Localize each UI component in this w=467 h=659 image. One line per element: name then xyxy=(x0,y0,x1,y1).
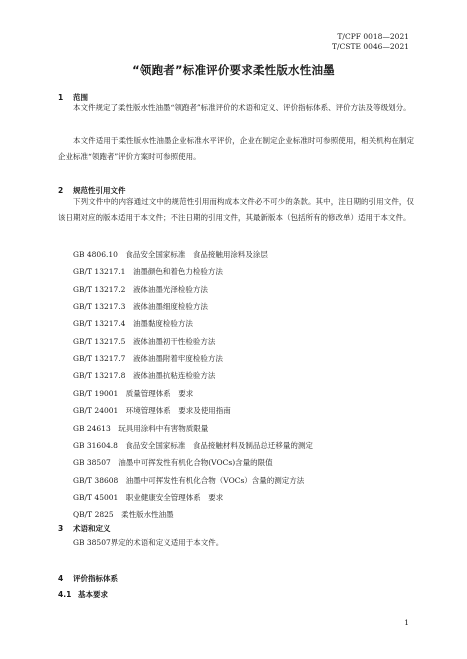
reference-code: GB 38507 xyxy=(73,458,111,468)
reference-code: GB/T 13217.7 xyxy=(73,354,126,364)
standard-codes xyxy=(332,32,409,52)
reference-title: 油墨黏度检验方法 xyxy=(132,319,193,329)
standard-code-cpf: T/CPF 0018—2021 xyxy=(337,32,409,41)
reference-item xyxy=(73,266,223,277)
reference-title: 液体油墨抗粘连检验方法 xyxy=(132,371,216,381)
section-number: 4.1 xyxy=(58,590,72,599)
section-title: 术语和定义 xyxy=(73,524,111,533)
standard-code-cste: T/CSTE 0046—2021 xyxy=(332,42,409,51)
section-3-paragraph-1: GB 38507界定的术语和定义适用于本文件。 xyxy=(73,538,224,547)
reference-code: GB 4806.10 xyxy=(73,250,118,259)
reference-item xyxy=(73,388,193,399)
document-title: “领跑者”标准评价要求柔性版水性油墨 xyxy=(132,63,335,77)
reference-item xyxy=(73,353,223,364)
reference-item xyxy=(73,370,215,381)
reference-title: 食品安全国家标准 食品接触用涂料及涂层 xyxy=(125,250,268,259)
section-number: 1 xyxy=(58,93,64,102)
section-title: 范围 xyxy=(73,93,88,102)
reference-item xyxy=(73,284,208,295)
reference-item xyxy=(73,475,304,486)
reference-item xyxy=(73,509,174,520)
reference-title: 油墨中可挥发性有机化合物(VOCs)含量的限值 xyxy=(118,458,273,468)
reference-title: 液体油墨光泽检验方法 xyxy=(132,284,208,294)
reference-code: GB/T 13217.5 xyxy=(73,336,126,346)
reference-code: GB 24613 xyxy=(73,423,111,433)
reference-item xyxy=(73,440,313,451)
reference-item xyxy=(73,318,193,329)
reference-code: GB/T 13217.4 xyxy=(73,319,126,329)
reference-item xyxy=(73,457,273,468)
section-1-paragraph-2: 本文件适用于柔性版水性油墨企业标准水平评价，企业在制定企业标准时可参照使用，相关机构在制定企业标准“领跑者”评价方案时可参照使用。 xyxy=(58,136,414,161)
reference-title: 质量管理体系 要求 xyxy=(125,388,194,398)
reference-code: QB/T 2825 xyxy=(73,510,114,520)
reference-item xyxy=(73,249,268,260)
section-number: 3 xyxy=(58,524,64,533)
section-title: 评价指标体系 xyxy=(73,574,118,583)
reference-code: GB/T 13217.3 xyxy=(73,302,126,312)
reference-code: GB/T 19001 xyxy=(73,388,119,398)
reference-item xyxy=(73,405,231,416)
reference-title: 液体油墨初干性检验方法 xyxy=(132,336,216,346)
section-4-1-heading xyxy=(58,589,108,600)
reference-item xyxy=(73,301,208,312)
reference-title: 职业健康安全管理体系 要求 xyxy=(125,492,224,502)
reference-title: 液体油墨附着牢度检验方法 xyxy=(132,354,223,364)
section-number: 4 xyxy=(58,574,64,583)
reference-title: 环境管理体系 要求及使用指南 xyxy=(125,406,231,416)
reference-title: 油墨颜色和着色力检验方法 xyxy=(132,267,223,277)
reference-title: 柔性版水性油墨 xyxy=(121,510,174,520)
section-1-paragraph-1: 本文件规定了柔性版水性油墨“领跑者”标准评价的术语和定义、评价指标体系、评价方法及等级划分。 xyxy=(73,103,411,112)
reference-item xyxy=(73,336,215,347)
reference-title: 油墨中可挥发性有机化合物（VOCs）含量的测定方法 xyxy=(125,475,305,485)
section-3-heading xyxy=(58,523,111,534)
reference-item xyxy=(73,492,223,503)
reference-code: GB/T 13217.1 xyxy=(73,267,126,277)
reference-code: GB/T 13217.2 xyxy=(73,284,126,294)
reference-code: GB/T 24001 xyxy=(73,406,119,416)
reference-title: 食品安全国家标准 食品接触材料及制品总迁移量的测定 xyxy=(125,440,313,450)
section-title: 基本要求 xyxy=(78,590,108,599)
section-2-paragraph-1: 下列文件中的内容通过文中的规范性引用而构成本文件必不可少的条款。其中，注日期的引用文件，仅该日期对应的版本适用于本文件；不注日期的引用文件，其最新版本（包括所有的修改单）适用于本文件。 xyxy=(58,197,414,222)
page-number: 1 xyxy=(404,618,409,627)
section-4-heading xyxy=(58,573,118,584)
section-title: 规范性引用文件 xyxy=(73,186,126,195)
reference-title: 液体油墨细度检验方法 xyxy=(132,302,208,312)
reference-code: GB/T 13217.8 xyxy=(73,371,126,381)
section-number: 2 xyxy=(58,186,64,195)
reference-code: GB/T 38608 xyxy=(73,475,119,485)
reference-item xyxy=(73,423,208,434)
reference-code: GB 31604.8 xyxy=(73,440,118,450)
reference-code: GB/T 45001 xyxy=(73,492,119,502)
reference-title: 玩具用涂料中有害物质限量 xyxy=(118,423,209,433)
